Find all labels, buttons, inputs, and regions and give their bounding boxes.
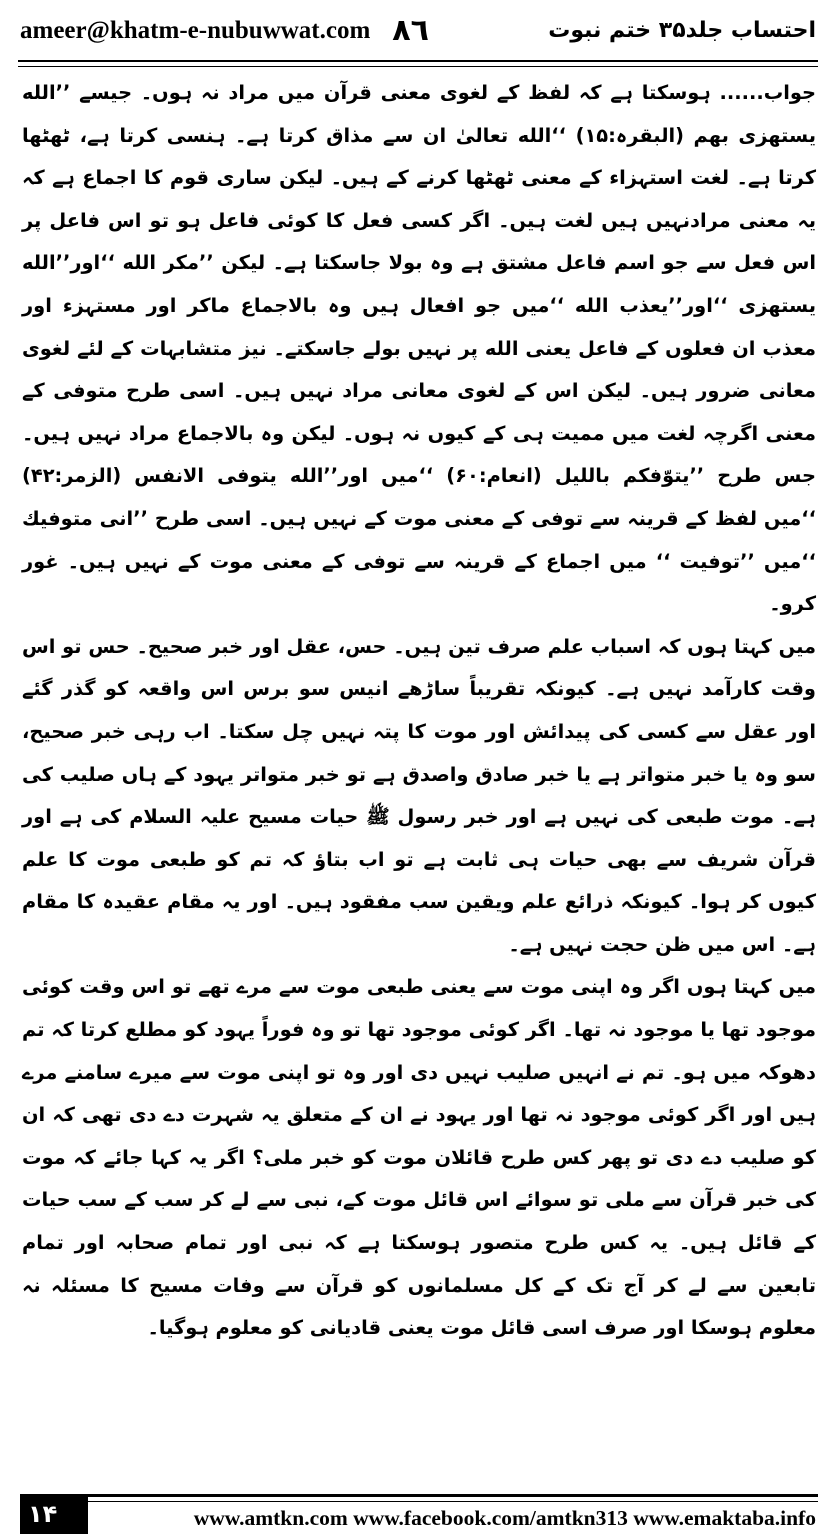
paragraph-sources-of-knowledge: میں کہتا ہوں کہ اسباب علم صرف تین ہیں۔ حس، عقل اور خبر صحیح۔ حس تو اس وقت کارآمد نہیں ہے۔ کیونکہ تقریباً ساڑھے انیس سو برس اس واقعہ کو گذر گئے اور عقل سے کسی کی پیدائش اور موت کا پتہ نہیں چل سکتا۔ اب رہی خبر صحیح، سو وہ یا خبر متواتر ہے یا خبر صادق واصدق ہے تو خبر متواتر یہود کے ہاں صلیب کی ہے۔ موت طبعی کی نہیں ہے اور خبر رسول ﷺ حیات مسیح علیہ السلام کی ہے اور قرآن شریف سے بھی حیات ہی ثابت ہے تو اب بتاؤ کہ تم کو طبعی موت کا علم کیوں کر ہوا۔ کیونکہ ذرائع علم ویقین سب مفقود ہیں۔ اور یہ مقام عقیدہ کا مقام ہے۔ اس میں ظن حجت نہیں ہے۔ <box>21 634 816 956</box>
header-rule-thin <box>18 66 818 67</box>
footer-rule-thin <box>88 1501 818 1502</box>
book-title: احتساب جلد۳۵ ختم نبوت <box>548 18 816 43</box>
page-number: ٨٦ <box>392 13 429 48</box>
header-rule-thick <box>18 60 818 62</box>
footer-urls[interactable]: www.amtkn.com www.facebook.com/amtkn313 www.emaktaba.info <box>193 1506 816 1530</box>
footer-rule-thick <box>88 1494 818 1497</box>
footer-page-badge <box>20 1494 88 1534</box>
paragraph-answer: جواب...... ہوسکتا ہے کہ لفظ کے لغوی معنی قرآن میں مراد نہ ہوں۔ جیسے ’’الله یستهزی بهم (البقرہ:۱۵) ‘‘الله تعالیٰ ان سے مذاق کرتا ہے۔ ہنسی کرتا ہے، ٹھٹھا کرتا ہے۔ لغت استہزاء کے معنی ٹھٹھا کرنے کے ہیں۔ لیکن ساری قوم کا اجماع ہے کہ یہ معنی مرادنہیں ہیں لغت ہیں۔ اگر کسی فعل کا کوئی فاعل ہو تو اس فاعل پر اس فعل سے جو اسم فاعل مشتق ہے وہ بولا جاسکتا ہے۔ لیکن ’’مکر الله ‘‘اور’’الله یستهزی ‘‘اور’’یعذب الله ‘‘میں جو افعال ہیں وہ بالاجماع ماکر اور مستہزء اور معذب ان فعلوں کے فاعل یعنی الله پر نہیں بولے جاسکتے۔ نیز متشابہات کے لئے لغوی معانی ضرور ہیں۔ لیکن اس کے لغوی معانی مراد نہیں ہیں۔ اسی طرح متوفی کے معنی اگرچہ لغت میں ممیت ہی کے کیوں نہ ہوں۔ لیکن وہ بالاجماع مراد نہیں ہیں۔ جس طرح ’’یتوّفکم باللیل (انعام:۶۰) ‘‘میں اور’’الله یتوفی الانفس (الزمر:۴۲) ‘‘میں لفظ کے قرینہ سے توفی کے معنی موت کے نہیں ہیں۔ اسی طرح ’’انی متوفیك ‘‘میں ’’توفیت ‘‘ میں اجماع کے قرینہ سے توفی کے معنی موت کے نہیں ہیں۔ غور کرو۔ <box>22 81 816 616</box>
page-header <box>20 14 816 56</box>
footer-badge-number: ۱۴ <box>28 1500 58 1528</box>
page-body <box>22 72 816 1350</box>
paragraph-natural-death: میں کہتا ہوں اگر وہ اپنی موت سے یعنی طبعی موت سے مرے تھے تو اس وقت کوئی موجود تھا یا موجود نہ تھا۔ اگر کوئی موجود تھا تو وہ فوراً یہود کو مطلع کرتا کہ تم دھوکہ میں ہو۔ تم نے انہیں صلیب نہیں دی اور وہ تو اپنی موت سے میرے سامنے مرے ہیں اور اگر کوئی موجود نہ تھا اور یہود نے ان کے متعلق یہ شہرت دے دی تھی کہ ان کو صلیب دے دی تو پھر کس طرح قائلان موت کو خبر ملی؟ اگر یہ کہا جائے کہ موت کی خبر قرآن سے ملی تو سوائے اس قائل موت کے، نبی سے لے کر سب کے سب حیات کے قائل ہیں۔ یہ کس طرح متصور ہوسکتا ہے کہ نبی اور تمام صحابہ اور تمام تابعین سے لے کر آج تک کے کل مسلمانوں کو قرآن سے وفات مسیح کا مسئلہ نہ معلوم ہوسکا اور صرف اسی قائل موت یعنی قادیانی کو معلوم ہوگیا۔ <box>21 975 816 1340</box>
header-email[interactable]: ameer@khatm-e-nubuwwat.com <box>20 17 371 44</box>
header-left <box>20 13 429 48</box>
